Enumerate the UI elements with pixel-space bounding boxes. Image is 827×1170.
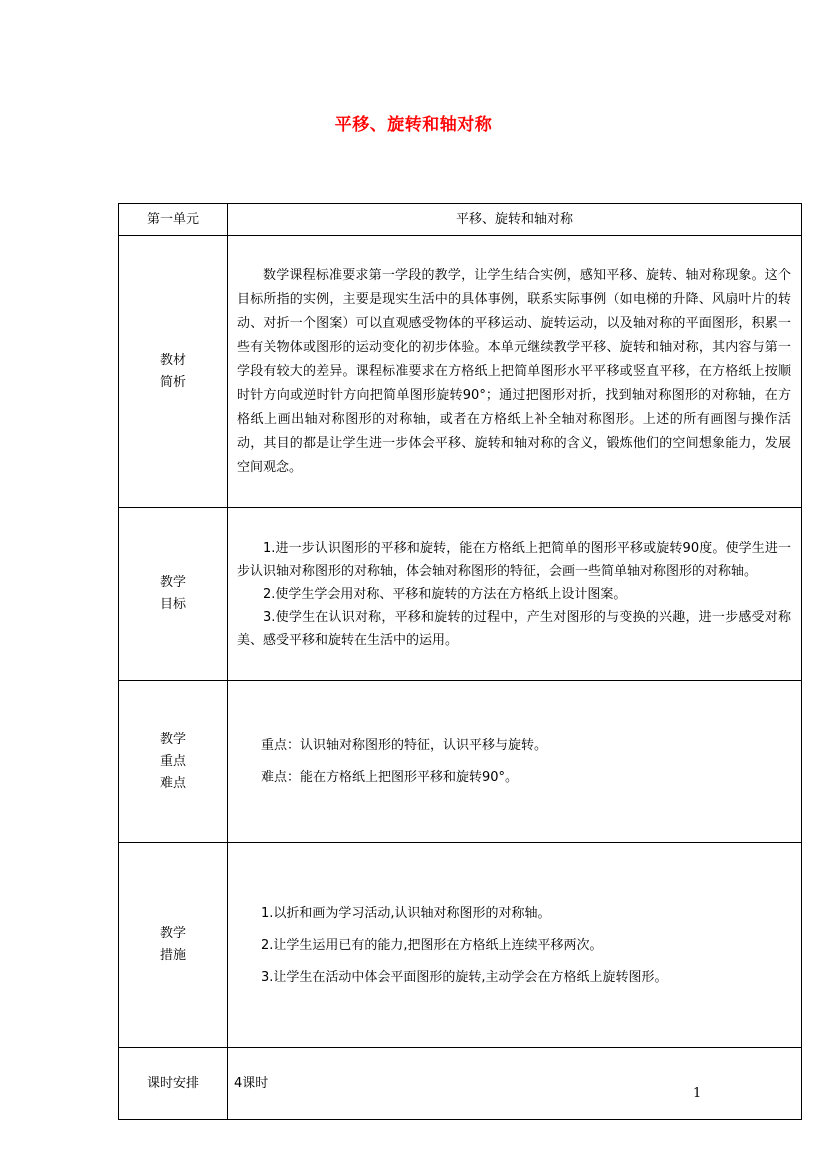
key-points-label (119, 681, 228, 843)
table-row-key-points (119, 681, 802, 843)
schedule-label: 课时安排 (119, 1048, 228, 1120)
measures-label-line2: 措施 (159, 948, 186, 963)
key-points-label-line1: 教学 (159, 731, 186, 747)
measures-content (228, 843, 802, 1048)
table-row-unit (119, 204, 802, 236)
goals-label (119, 508, 228, 681)
goals-label-line2: 目标 (159, 597, 186, 612)
page-number: 1 (693, 1086, 702, 1101)
key-points-label-line3: 难点 (159, 775, 186, 791)
measures-label-line1: 教学 (159, 926, 186, 941)
document-title: 平移、旋转和轴对称 (334, 115, 493, 135)
analysis-label (119, 236, 228, 508)
unit-label: 第一单元 (119, 204, 228, 236)
table-row-schedule (119, 1048, 802, 1120)
analysis-content (228, 236, 802, 508)
goal-item: 3.使学生在认识对称，平移和旋转的过程中，产生对图形的与变换的兴趣，进一步感受对称美、感受平移和旋转在生活中的运用。 (237, 609, 791, 648)
analysis-text: 数学课程标准要求第一学段的教学，让学生结合实例，感知平移、旋转、轴对称现象。这个目标所指的实例，主要是现实生活中的具体事例，联系实际事例（如电梯的升降、风扇叶片的转动、对折一个图案）可以直观感受物体的平移运动、旋转运动，以及轴对称的平面图形，积累一些有关物体或图形的运动变化的初步体验。本单元继续教学平移、旋转和轴对称，其内容与第一学段有较大的差异。课程标准要求在方格纸上把简单图形水平平移或竖直平移，在方格纸上按顺时针方向或逆时针方向把简单图形旋转90°；通过把图形对折，找到轴对称图形的对称轴，在方格纸上画出轴对称图形的对称轴，或者在方格纸上补全轴对称图形。上述的所有画图与操作活动，其目的都是让学生进一步体会平移、旋转和轴对称的含义，锻炼他们的空间想象能力，发展空间观念。 (237, 267, 791, 475)
goal-item: 1.进一步认识图形的平移和旋转，能在方格纸上把简单的图形平移或旋转90度。使学生进一步认识轴对称图形的对称轴，体会轴对称图形的特征，会画一些简单轴对称图形的对称轴。 (237, 540, 791, 579)
measures-label (119, 843, 228, 1048)
unit-title: 平移、旋转和轴对称 (228, 204, 802, 236)
table-row-goals (119, 508, 802, 681)
key-point-text: 重点：认识轴对称图形的特征，认识平移与旋转。 (261, 738, 548, 753)
measure-item: 2.让学生运用已有的能力,把图形在方格纸上连续平移两次。 (261, 937, 603, 953)
goals-label-line1: 教学 (159, 575, 186, 590)
analysis-label-line2: 简析 (159, 374, 186, 390)
difficult-point-text: 难点：能在方格纸上把图形平移和旋转90°。 (261, 770, 519, 785)
goals-content (228, 508, 802, 681)
measure-item: 3.让学生在活动中体会平面图形的旋转,主动学会在方格纸上旋转图形。 (261, 969, 668, 985)
measure-item: 1.以折和画为学习活动,认识轴对称图形的对称轴。 (261, 905, 551, 921)
lesson-plan-table (118, 203, 802, 1120)
schedule-value: 4课时 (228, 1048, 802, 1120)
table-row-measures (119, 843, 802, 1048)
goal-item: 2.使学生学会用对称、平移和旋转的方法在方格纸上设计图案。 (263, 586, 627, 602)
table-row-analysis (119, 236, 802, 508)
key-points-label-line2: 重点 (159, 753, 186, 769)
key-points-content (228, 681, 802, 843)
analysis-label-line1: 教材 (159, 352, 186, 368)
